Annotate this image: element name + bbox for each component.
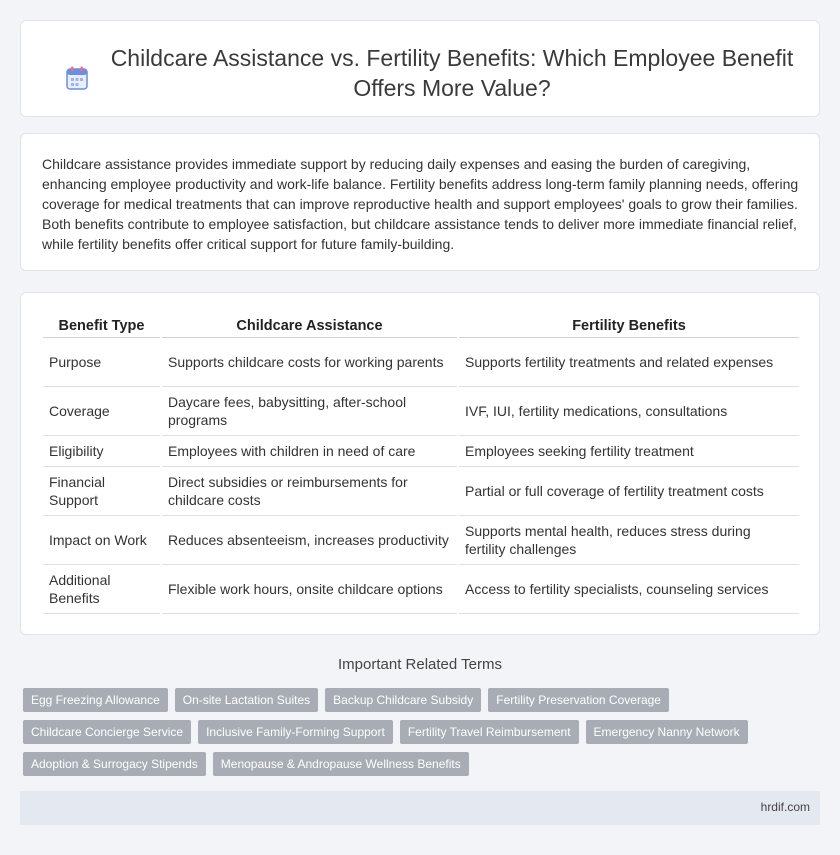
- row-label: Impact on Work: [43, 515, 161, 564]
- tag-on-site-lactation-suites[interactable]: On-site Lactation Suites: [175, 688, 318, 712]
- childcare-cell: Reduces absenteeism, increases productivity: [161, 515, 458, 564]
- tag-row: [23, 688, 823, 712]
- table-header-row: [43, 315, 799, 337]
- tag-row: [23, 720, 823, 744]
- page-title: Childcare Assistance vs. Fertility Benefits: Which Employee Benefit Offers More Value?: [110, 45, 794, 101]
- title-card: [20, 20, 820, 117]
- comparison-table-card: [20, 292, 820, 635]
- comparison-table: [43, 315, 799, 614]
- row-label: Purpose: [43, 337, 161, 386]
- intro-paragraph: Childcare assistance provides immediate support by reducing daily expenses and easing the burden of caregiving, enhancing employee productivity and work-life balance. Fertility benefits address long-term family planning needs, offering coverage for medical treatments that can improve reproductive health and support employees' goals to grow their families. Both benefits contribute to employee satisfaction, but childcare assistance tends to deliver more immediate financial relief, while fertility benefits offer critical support for future family-building.: [42, 156, 799, 252]
- childcare-cell: Direct subsidies or reimbursements for childcare costs: [161, 466, 458, 515]
- row-label: Eligibility: [43, 435, 161, 466]
- table-row: [43, 435, 799, 466]
- tag-fertility-travel-reimbursement[interactable]: Fertility Travel Reimbursement: [400, 720, 579, 744]
- related-terms-heading: Important Related Terms: [338, 656, 502, 673]
- fertility-cell: Access to fertility specialists, counseling services: [458, 564, 799, 613]
- tag-backup-childcare-subsidy[interactable]: Backup Childcare Subsidy: [325, 688, 481, 712]
- tag-menopause-andropause-wellness[interactable]: Menopause & Andropause Wellness Benefits: [213, 752, 469, 776]
- row-label: Financial Support: [43, 466, 161, 515]
- header-benefit-type: Benefit Type: [43, 315, 161, 337]
- fertility-cell: Supports fertility treatments and related expenses: [458, 337, 799, 386]
- childcare-cell: Supports childcare costs for working parents: [161, 337, 458, 386]
- tag-childcare-concierge-service[interactable]: Childcare Concierge Service: [23, 720, 191, 744]
- table-row: [43, 386, 799, 435]
- table-row: [43, 466, 799, 515]
- fertility-cell: Supports mental health, reduces stress during fertility challenges: [458, 515, 799, 564]
- tag-adoption-surrogacy-stipends[interactable]: Adoption & Surrogacy Stipends: [23, 752, 206, 776]
- tag-inclusive-family-forming-support[interactable]: Inclusive Family-Forming Support: [198, 720, 393, 744]
- childcare-cell: Employees with children in need of care: [161, 435, 458, 466]
- childcare-cell: Flexible work hours, onsite childcare options: [161, 564, 458, 613]
- fertility-cell: Employees seeking fertility treatment: [458, 435, 799, 466]
- header-childcare-assistance: Childcare Assistance: [161, 315, 458, 337]
- tag-egg-freezing-allowance[interactable]: Egg Freezing Allowance: [23, 688, 168, 712]
- table-row: [43, 515, 799, 564]
- childcare-cell: Daycare fees, babysitting, after-school programs: [161, 386, 458, 435]
- tag-emergency-nanny-network[interactable]: Emergency Nanny Network: [586, 720, 748, 744]
- tag-row: [23, 752, 823, 776]
- related-terms-tags: [23, 688, 823, 784]
- table-row: [43, 564, 799, 613]
- intro-card: [20, 133, 820, 271]
- header-fertility-benefits: Fertility Benefits: [458, 315, 799, 337]
- calendar-icon: [66, 66, 88, 90]
- tag-fertility-preservation-coverage[interactable]: Fertility Preservation Coverage: [488, 688, 669, 712]
- row-label: Coverage: [43, 386, 161, 435]
- footer-site-link[interactable]: hrdif.com: [760, 800, 810, 814]
- fertility-cell: Partial or full coverage of fertility treatment costs: [458, 466, 799, 515]
- footer: [20, 791, 820, 825]
- fertility-cell: IVF, IUI, fertility medications, consultations: [458, 386, 799, 435]
- row-label: Additional Benefits: [43, 564, 161, 613]
- table-row: [43, 337, 799, 386]
